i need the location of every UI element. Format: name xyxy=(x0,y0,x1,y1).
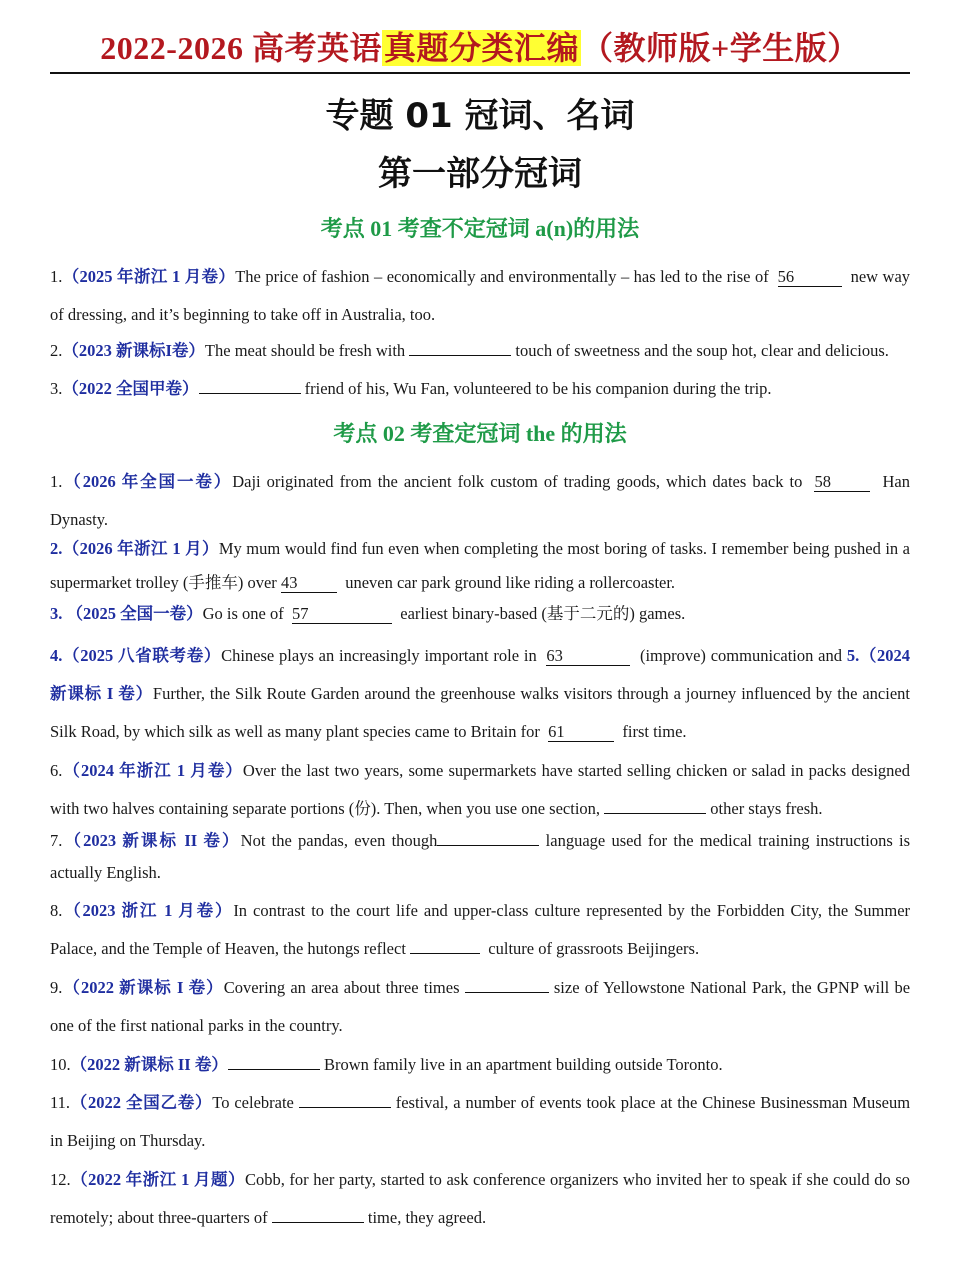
question-text: touch of sweetness and the soup hot, clear and delicious. xyxy=(515,341,889,360)
question-source: （2022 全国乙卷） xyxy=(70,1093,213,1112)
answer-blank xyxy=(272,1222,364,1223)
question-text: Not the pandas, even though xyxy=(240,831,438,850)
question-source: （2025 八省联考卷） xyxy=(62,646,222,665)
question-source: （2022 新课标 II 卷） xyxy=(70,1055,228,1074)
question-source: （2024 新课标 I 卷） xyxy=(50,646,911,703)
question-2-11 xyxy=(50,1084,910,1160)
question-source: （2025 全国一卷） xyxy=(66,604,203,623)
question-text: Han Dynasty. xyxy=(50,472,911,529)
question-2-12 xyxy=(50,1161,910,1237)
question-number: 8. xyxy=(50,901,63,920)
answer-blank xyxy=(437,845,539,846)
question-2-7 xyxy=(50,825,910,889)
question-text: new way of dressing, and it’s beginning to take off in Australia, too. xyxy=(50,267,911,324)
question-2-3 xyxy=(50,599,910,629)
question-2-2 xyxy=(50,532,910,600)
question-2-1 xyxy=(50,463,910,539)
question-2-6 xyxy=(50,752,910,828)
question-text: friend of his, Wu Fan, volunteered to be his companion during the trip. xyxy=(304,379,772,398)
question-number: 1. xyxy=(50,267,63,286)
question-text: culture of grassroots Beijingers. xyxy=(488,939,700,958)
question-2-8 xyxy=(50,892,910,968)
question-text: Further, the Silk Route Garden around the greenhouse walks visitors through a journey influenced by the ancient Silk Road, by which silk as well as many plant species came to Britain for xyxy=(50,684,910,741)
topic-title: 专题 01 冠词、名词 xyxy=(325,96,635,136)
question-number: 5. xyxy=(846,646,860,665)
question-2-9 xyxy=(50,969,910,1045)
question-text: first time. xyxy=(622,722,687,741)
answer-blank xyxy=(199,393,301,394)
question-number: 1. xyxy=(50,472,63,491)
header-divider xyxy=(50,72,910,74)
answer-blank: 61 xyxy=(548,723,614,742)
question-number: 3. xyxy=(50,604,63,623)
question-source: （2023 新课标I卷） xyxy=(62,341,205,360)
answer-blank: 58 xyxy=(814,473,870,492)
question-source: （2022 全国甲卷） xyxy=(62,379,199,398)
answer-blank: 56 xyxy=(778,268,842,287)
banner-title-a: 高考英语 xyxy=(251,30,382,66)
question-number: 2. xyxy=(50,341,63,360)
question-text: My mum would find fun even when completing the most boring of tasks. I remember being pushed in a supermarket trolley (手推车) over xyxy=(50,539,910,592)
question-2-10 xyxy=(50,1050,910,1080)
question-source: （2023 浙江 1 月卷） xyxy=(62,901,234,920)
question-source: （2025 年浙江 1 月卷） xyxy=(62,267,236,286)
question-number: 7. xyxy=(50,831,63,850)
question-text: language used for the medical training instructions is actually English. xyxy=(50,831,911,882)
answer-blank: 63 xyxy=(546,647,630,666)
answer-blank xyxy=(465,992,549,993)
question-text: The price of fashion – economically and environmentally – has led to the rise of xyxy=(235,267,769,286)
question-number: 10. xyxy=(50,1055,71,1074)
question-source: （2024 年浙江 1 月卷） xyxy=(62,761,243,780)
question-1-3 xyxy=(50,374,910,404)
question-number: 11. xyxy=(50,1093,71,1112)
answer-blank: 43 xyxy=(281,574,337,593)
question-text: earliest binary-based (基于二元的) games. xyxy=(400,604,686,623)
question-1-1 xyxy=(50,258,910,334)
answer-blank xyxy=(604,813,706,814)
question-text: Brown family live in an apartment building outside Toronto. xyxy=(323,1055,723,1074)
banner-highlight: 真题分类汇编 xyxy=(383,30,579,66)
banner-title xyxy=(0,22,960,74)
banner-years: 2022-2026 xyxy=(100,30,244,66)
question-source: （2026 年全国一卷） xyxy=(62,472,233,491)
question-source: （2023 新课标 II 卷） xyxy=(62,831,241,850)
question-source: （2022 新课标 I 卷） xyxy=(62,978,224,997)
question-text: Cobb, for her party, started to ask conference organizers who invited her to speak if she could do so remotely; about three-quarters of xyxy=(50,1170,911,1227)
question-text: The meat should be fresh with xyxy=(204,341,406,360)
section-title-2: 考点 02 考查定冠词 the 的用法 xyxy=(333,421,627,446)
question-text: Chinese plays an increasingly important role in xyxy=(221,646,537,665)
question-number: 4. xyxy=(50,646,63,665)
question-text: To celebrate xyxy=(212,1093,294,1112)
banner-title-b: （教师版+学生版） xyxy=(580,30,860,66)
question-number: 6. xyxy=(50,761,63,780)
answer-blank xyxy=(409,355,511,356)
question-number: 3. xyxy=(50,379,63,398)
part-title: 第一部分冠词 xyxy=(378,154,582,194)
question-number: 12. xyxy=(50,1170,71,1189)
question-source: （2022 年浙江 1 月题） xyxy=(70,1170,245,1189)
question-2-4-5 xyxy=(50,637,910,751)
question-text: (improve) communication and xyxy=(639,646,842,665)
question-text: size of Yellowstone National Park, the GPNP will be one of the first national parks in the country. xyxy=(50,978,911,1035)
question-text: Over the last two years, some supermarkets have started selling chicken or salad in packs designed with two halves containing separate portions (份). Then, when you use one section, xyxy=(50,761,910,818)
section-title-1: 考点 01 考查不定冠词 a(n)的用法 xyxy=(320,216,640,241)
question-text: other stays fresh. xyxy=(710,799,823,818)
answer-blank: 57 xyxy=(292,605,392,624)
question-text: uneven car park ground like riding a rollercoaster. xyxy=(345,573,676,592)
answer-blank xyxy=(228,1069,320,1070)
question-1-2 xyxy=(50,336,910,366)
question-text: festival, a number of events took place at the Chinese Businessman Museum in Beijing on Thursday. xyxy=(50,1093,911,1150)
question-text: Go is one of xyxy=(202,604,284,623)
answer-blank xyxy=(410,953,480,954)
question-text: Covering an area about three times xyxy=(223,978,460,997)
question-text: time, they agreed. xyxy=(367,1208,487,1227)
question-text: In contrast to the court life and upper-class culture represented by the Forbidden City, the Summer Palace, and the Temple of Heaven, the hutongs reflect xyxy=(50,901,911,958)
question-text: Daji originated from the ancient folk custom of trading goods, which dates back to xyxy=(232,472,803,491)
question-source: （2026 年浙江 1 月） xyxy=(62,539,219,558)
answer-blank xyxy=(299,1107,391,1108)
question-number: 9. xyxy=(50,978,63,997)
question-number: 2. xyxy=(50,539,63,558)
